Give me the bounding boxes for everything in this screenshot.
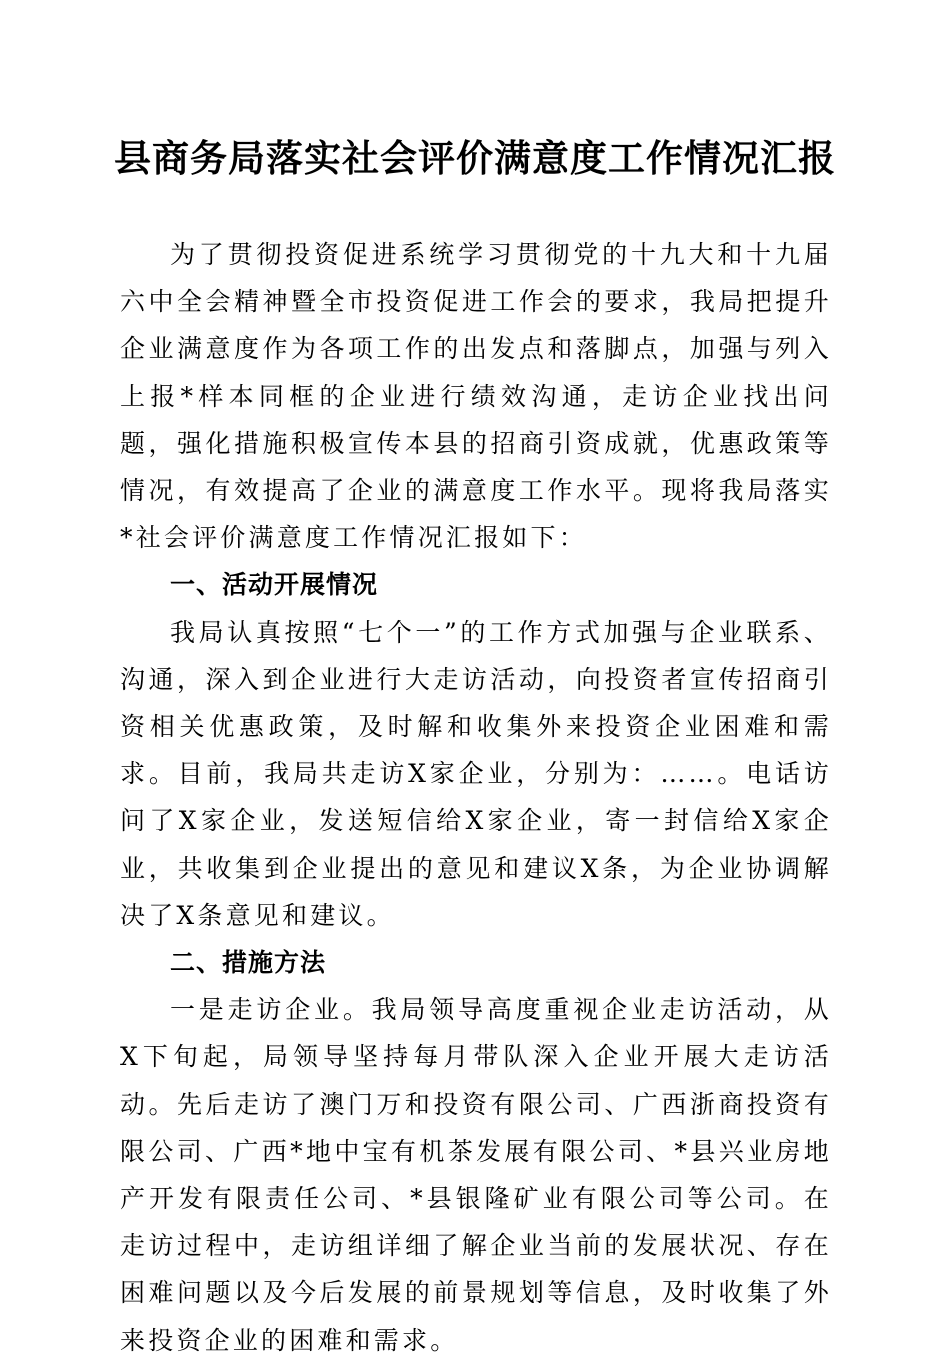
section-heading-measures: 二、措施方法 — [170, 948, 327, 978]
measures-paragraph — [120, 986, 832, 1364]
measures-lead: 一是走访企业。 — [170, 995, 372, 1025]
measures-text: 我局领导高度重视企业走访活动，从X下旬起，局领导坚持每月带队深入企业开展大走访活动。先后走访了澳门万和投资有限公司、广西浙商投资有限公司、广西*地中宝有机茶发展有限公司、*县兴业房地产开发有限责任公司、*县银隆矿业有限公司等公司。在走访过程中，走访组详细了解企业当前的发展状况、存在困难问题以及今后发展的前景规划等信息，及时收集了外来投资企业的困难和需求。 — [120, 995, 833, 1355]
document-title: 县商务局落实社会评价满意度工作情况汇报 — [114, 136, 836, 180]
document-body — [120, 231, 832, 1364]
activities-paragraph: 我局认真按照“七个一”的工作方式加强与企业联系、沟通，深入到企业进行大走访活动，向投资者宣传招商引资相关优惠政策，及时解和收集外来投资企业困难和需求。目前，我局共走访X家企业，分别为：……。电话访问了X家企业，发送短信给X家企业，寄一封信给X家企业，共收集到企业提出的意见和建议X条，为企业协调解决了X条意见和建议。 — [120, 617, 832, 930]
intro-paragraph: 为了贯彻投资促进系统学习贯彻党的十九大和十九届六中全会精神暨全市投资促进工作会的要求，我局把提升企业满意度作为各项工作的出发点和落脚点，加强与列入上报*样本同框的企业进行绩效沟通，走访企业找出问题，强化措施积极宣传本县的招商引资成就，优惠政策等情况，有效提高了企业的满意度工作水平。现将我局落实*社会评价满意度工作情况汇报如下： — [120, 240, 832, 553]
section-heading-activities: 一、活动开展情况 — [170, 570, 379, 600]
